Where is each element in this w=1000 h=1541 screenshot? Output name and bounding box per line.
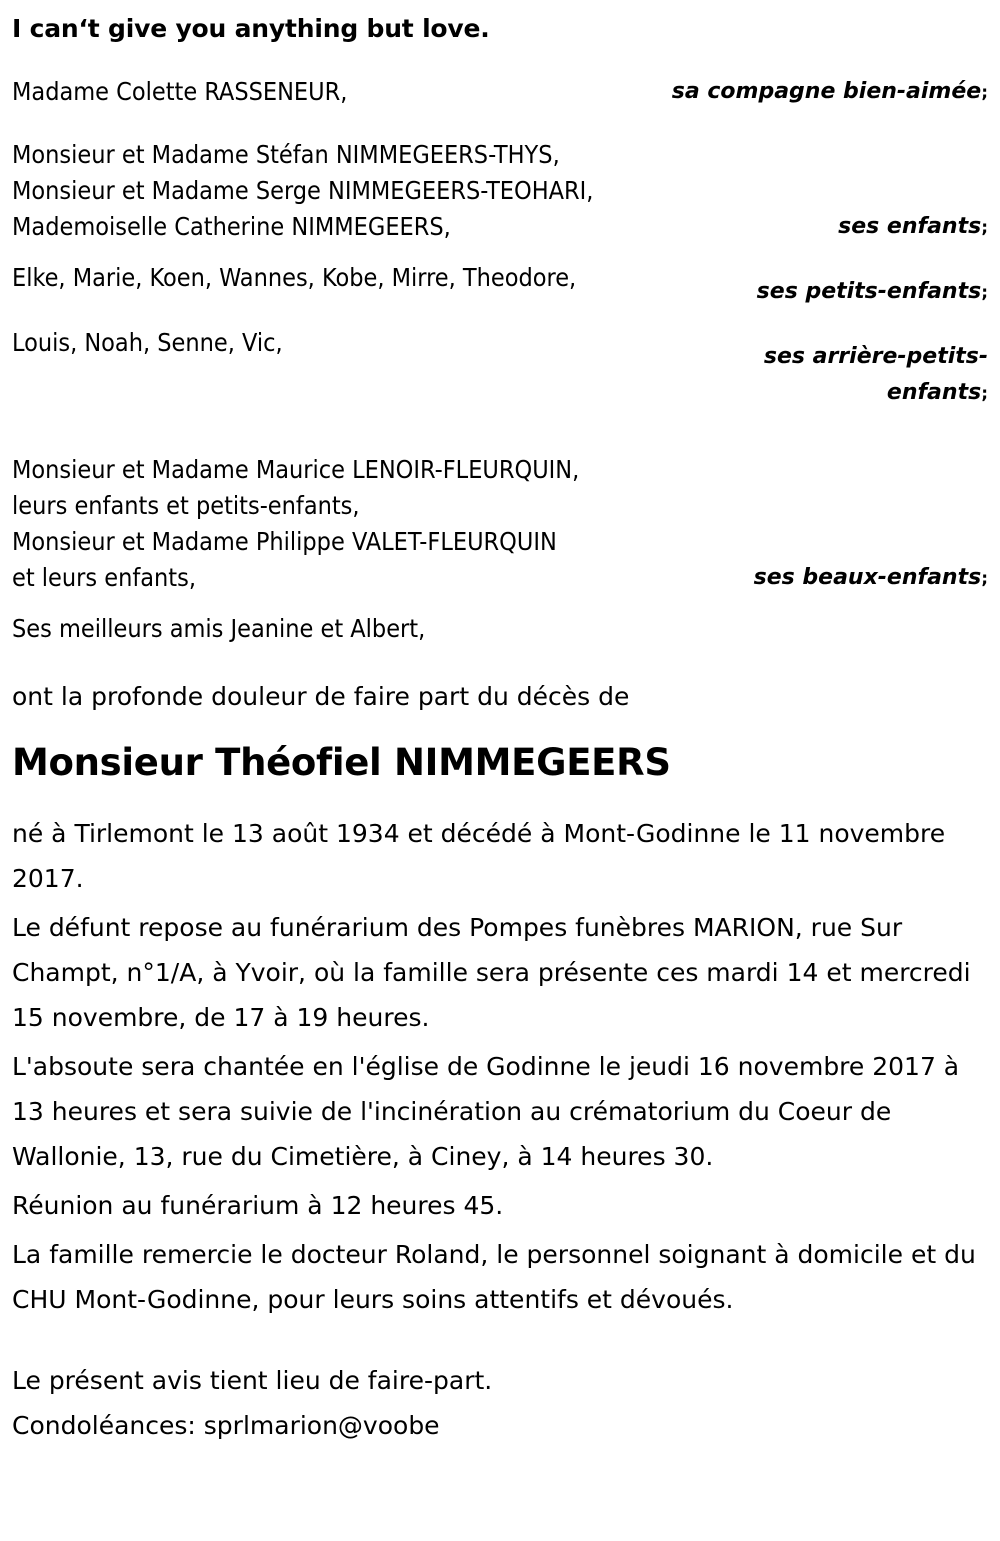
detail-paragraph: Réunion au funérarium à 12 heures 45. <box>12 1191 504 1220</box>
family-name-line: leurs enfants et petits-enfants, <box>12 491 360 520</box>
family-name-line: Mademoiselle Catherine NIMMEGEERS, <box>12 212 451 241</box>
family-names <box>12 452 579 596</box>
family-name-line: Monsieur et Madame Philippe VALET-FLEURQUIN <box>12 527 557 556</box>
family-role-text: ses arrière-petits-enfants <box>763 344 988 405</box>
detail-paragraph: L'absoute sera chantée en l'église de Godinne le jeudi 16 novembre 2017 à 13 heures et sera suivie de l'incinération au crématorium du Coeur de Wallonie, 13, rue du Cimetière, à Ciney, à 14 heures 30. <box>12 1052 960 1171</box>
section-spacer <box>12 647 988 673</box>
family-name-line: Monsieur et Madame Serge NIMMEGEERS-TEOHARI, <box>12 176 594 205</box>
family-role-text: ses beaux-enfants <box>753 565 982 590</box>
group-spacer <box>12 597 988 611</box>
family-list <box>12 74 988 647</box>
family-names <box>12 74 347 110</box>
family-role-text: sa compagne bien-aimée <box>671 79 982 104</box>
family-name-line: Monsieur et Madame Maurice LENOIR-FLEURQUIN, <box>12 455 580 484</box>
family-role-text: ses petits-enfants <box>756 279 982 304</box>
family-group <box>12 137 988 246</box>
detail-paragraph: Le défunt repose au funérarium des Pompes funèbres MARION, rue Sur Champt, n°1/A, à Yvoir, où la famille sera présente ces mardi 14 et mercredi 15 novembre, de 17 à 19 heures. <box>12 913 971 1032</box>
family-role-terminator: ; <box>981 283 988 303</box>
closing-line-email: Condoléances: sprlmarion@voobe <box>12 1411 440 1440</box>
group-spacer <box>12 311 988 325</box>
family-role-text: ses enfants <box>838 214 982 239</box>
family-name-line: et leurs enfants, <box>12 563 196 592</box>
details-block <box>12 811 988 1322</box>
family-role <box>593 137 988 246</box>
family-name-line: Monsieur et Madame Stéfan NIMMEGEERS-THYS, <box>12 140 560 169</box>
family-role-terminator: ; <box>981 83 988 103</box>
family-role <box>576 260 988 311</box>
family-name-line: Louis, Noah, Senne, Vic, <box>12 328 283 357</box>
family-names <box>12 260 576 296</box>
group-spacer <box>12 246 988 260</box>
family-name-line: Elke, Marie, Koen, Wannes, Kobe, Mirre, Theodore, <box>12 263 577 292</box>
family-name-line: Ses meilleurs amis Jeanine et Albert, <box>12 614 426 643</box>
family-role-terminator: ; <box>981 569 988 589</box>
detail-paragraph: La famille remercie le docteur Roland, le personnel soignant à domicile et du CHU Mont-Godinne, pour leurs soins attentifs et dévoués. <box>12 1240 976 1314</box>
family-role <box>347 74 988 111</box>
family-group <box>12 452 988 597</box>
family-role <box>579 452 988 597</box>
deceased-name: Monsieur Théofiel NIMMEGEERS <box>12 741 671 784</box>
detail-paragraph: né à Tirlemont le 13 août 1934 et décédé à Mont-Godinne le 11 novembre 2017. <box>12 819 946 893</box>
announcement-intro: ont la profonde douleur de faire part du décès de <box>12 682 630 711</box>
family-group <box>12 611 988 647</box>
quote-headline: I can‘t give you anything but love. <box>12 14 490 43</box>
family-names <box>12 611 425 647</box>
family-group <box>12 74 988 111</box>
family-role-terminator: ; <box>981 218 988 238</box>
family-role <box>668 325 988 412</box>
family-name-line: Madame Colette RASSENEUR, <box>12 77 348 106</box>
group-spacer <box>12 111 988 137</box>
family-group <box>12 260 988 311</box>
family-group <box>12 325 988 412</box>
closing-block <box>12 1358 988 1448</box>
group-spacer <box>12 412 988 452</box>
family-names <box>12 137 593 245</box>
family-role-terminator: ; <box>981 384 988 404</box>
closing-line: Le présent avis tient lieu de faire-part. <box>12 1366 493 1395</box>
family-names <box>12 325 283 361</box>
